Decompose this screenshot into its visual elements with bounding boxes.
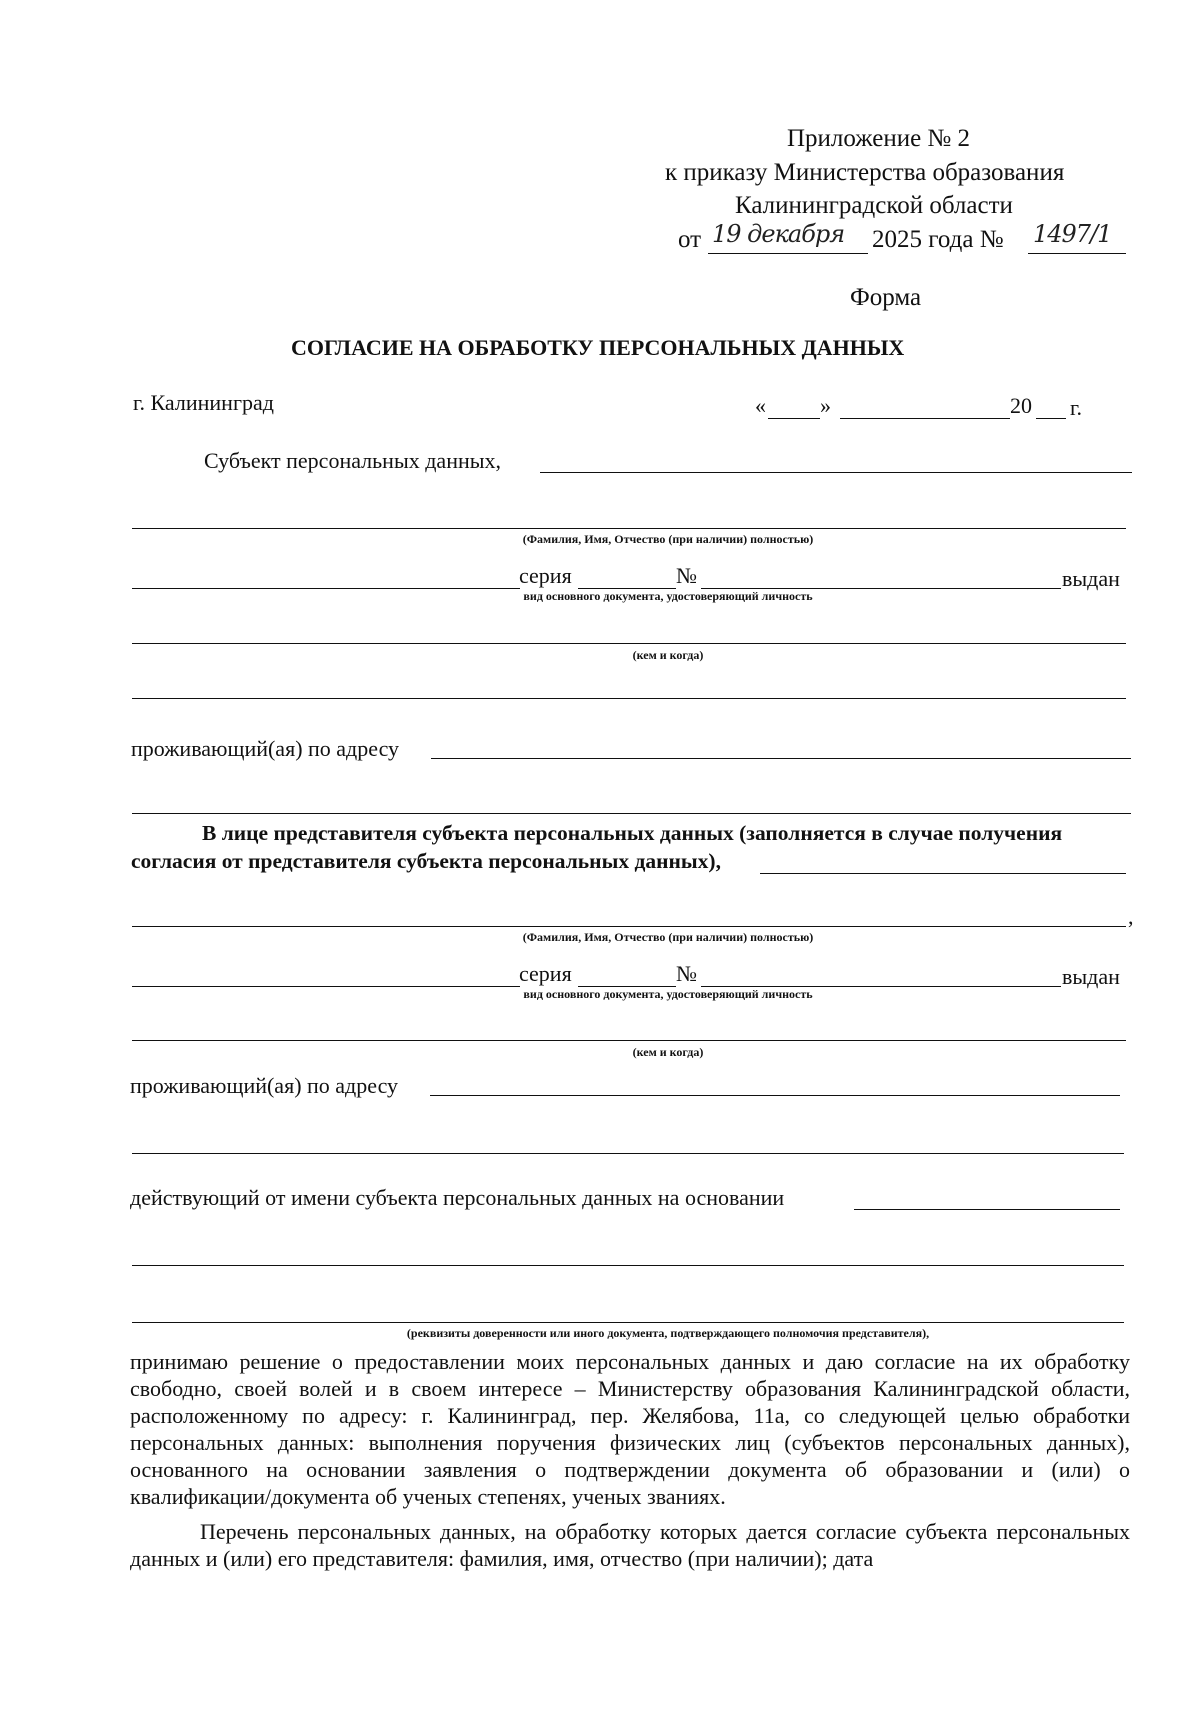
representative-basis-field-2[interactable] [132,1265,1124,1266]
date-year-suffix: г. [1070,395,1083,420]
subject-address-field-1[interactable] [431,758,1131,759]
representative-series-label: серия [519,961,572,986]
date-month-field[interactable] [840,418,1010,419]
subject-name-field-2[interactable] [132,528,1126,529]
subject-issued-label: выдан [1062,566,1120,591]
representative-doc-caption: вид основного документа, удостоверяющий личность [523,987,813,1001]
subject-issuer-field-2[interactable] [132,698,1126,699]
consent-paragraph-2: Перечень персональных данных, на обработку которых дается согласие субъекта персональных данных и (или) его представителя: фамилия, имя, отчество (при наличии); дата [130,1519,1130,1571]
representative-basis-label: действующий от имени субъекта персональных данных на основании [130,1185,785,1210]
form-label: Форма [850,284,922,311]
representative-issuer-field[interactable] [132,1040,1126,1041]
subject-label: Субъект персональных данных, [204,448,502,473]
order-number-underline [1028,253,1126,254]
date-year-prefix: 20 [1010,393,1032,418]
date-open-quote: « [755,393,766,418]
representative-name-field[interactable] [132,926,1126,927]
representative-name-comma: , [1128,904,1134,929]
subject-address-field-2[interactable] [132,813,1131,814]
representative-doc-type-field[interactable] [132,986,520,987]
place-label: г. Калининград [133,390,274,415]
representative-address-field-1[interactable] [430,1095,1120,1096]
consent-text [130,1348,1130,1572]
subject-doc-caption: вид основного документа, удостоверяющий личность [523,589,813,603]
representative-address-label: проживающий(ая) по адресу [130,1073,399,1098]
subject-issuer-caption: (кем и когда) [632,648,704,662]
date-day-field[interactable] [768,418,820,419]
consent-paragraph-1: принимаю решение о предоставлении моих персональных данных и даю согласие на их обработку свободно, своей волей и в своем интересе – Министерству образования Калининградской области, расположенному по адресу: г. Калининград, пер. Желябова, 11а, со следующей целью обработки персональных данных: выполнения поручения физических лиц (субъектов персональных данных), основанного на основании заявления о подтверждении документа об образовании и (или) о квалификации/документа об ученых степенях, ученых званиях. [130,1349,1130,1509]
date-close-quote: » [820,393,831,418]
representative-intro-field[interactable] [760,873,1126,874]
order-date-underline [708,253,868,254]
region-name: Калининградской области [735,192,1013,219]
representative-intro-line-1: В лице представителя субъекта персональных данных (заполняется в случае получения [202,821,1063,845]
order-date-handwritten: 19 декабря [712,220,845,248]
representative-intro-line-2: согласия от представителя субъекта персональных данных), [131,849,721,873]
representative-issued-label: выдан [1062,964,1120,989]
subject-number-label: № [676,563,697,588]
subject-doc-type-field[interactable] [132,588,520,589]
representative-fio-caption: (Фамилия, Имя, Отчество (при наличии) полностью) [522,930,814,944]
subject-address-label: проживающий(ая) по адресу [131,736,400,761]
order-number-handwritten: 1497/1 [1033,220,1112,248]
representative-number-label: № [676,961,697,986]
document-title: СОГЛАСИЕ НА ОБРАБОТКУ ПЕРСОНАЛЬНЫХ ДАННЫХ [291,335,905,360]
representative-address-field-2[interactable] [132,1153,1124,1154]
subject-fio-caption: (Фамилия, Имя, Отчество (при наличии) полностью) [522,532,814,546]
order-reference: к приказу Министерства образования [665,159,1065,186]
representative-basis-caption: (реквизиты доверенности или иного документа, подтверждающего полномочия представителя), [406,1326,930,1340]
appendix-number: Приложение № 2 [787,125,971,152]
date-year-field[interactable] [1036,418,1066,419]
representative-basis-field-3[interactable] [132,1322,1124,1323]
representative-basis-field-1[interactable] [854,1209,1120,1210]
order-year-number-label: 2025 года № [872,226,1004,253]
subject-name-field-1[interactable] [540,472,1132,473]
representative-issuer-caption: (кем и когда) [632,1045,704,1059]
subject-issuer-field[interactable] [132,643,1126,644]
subject-series-label: серия [519,563,572,588]
order-date-prefix: от [678,226,702,253]
